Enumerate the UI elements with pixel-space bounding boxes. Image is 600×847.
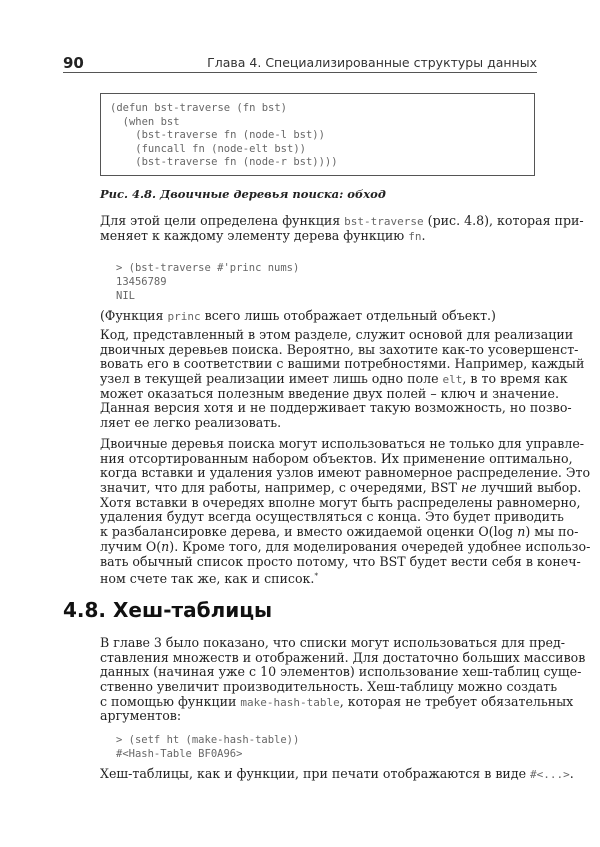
page-number: 90 xyxy=(63,54,84,72)
text: значит, что для работы, например, с очередями, BST xyxy=(100,480,461,496)
text: . xyxy=(569,766,574,781)
inline-code: make-hash-table xyxy=(240,695,340,709)
text-line xyxy=(100,356,585,372)
inline-code: bst-traverse xyxy=(344,215,424,228)
text-line xyxy=(100,450,573,467)
text-line xyxy=(100,664,582,680)
text-line xyxy=(100,538,591,555)
text-line xyxy=(100,385,559,402)
chapter-title: Глава 4. Специализированные структуры данных xyxy=(207,55,537,70)
repl-example xyxy=(116,733,299,761)
text: ) мы по- xyxy=(525,524,579,540)
text-line xyxy=(100,494,581,511)
text: лучший выбор. xyxy=(476,480,582,496)
text: всего лишь отображает отдельный объект.) xyxy=(200,308,496,323)
repl-line: #<Hash-Table BF0A96> xyxy=(116,748,243,760)
inline-code: elt xyxy=(442,373,463,387)
paragraph xyxy=(100,213,584,243)
inline-code: #<...> xyxy=(530,768,570,781)
text-line xyxy=(100,509,564,525)
code-line: (defun bst-traverse (fn bst) xyxy=(110,102,288,114)
text: ляет ее легко реализовать. xyxy=(100,415,282,431)
text-line xyxy=(100,480,582,496)
text: Хеш-таблицы, как и функции, при печати отображаются в виде xyxy=(100,766,531,781)
inline-code: princ xyxy=(167,310,201,323)
text-line xyxy=(100,649,586,666)
repl-line: > (bst-traverse #'princ nums) xyxy=(116,262,300,274)
repl-example xyxy=(116,261,299,303)
text: вовать его в соответствии с вашими потребностями. Например, каждый xyxy=(100,356,585,372)
text: Хотя вставки в очередях вполне могут быть распределены равномерно, xyxy=(100,494,581,510)
text: Данная версия хотя и не поддерживает такую возможность, но позво- xyxy=(100,400,572,416)
text: когда вставки и удаления узлов имеют равномерное распределение. Это xyxy=(100,465,591,481)
text-line xyxy=(100,371,568,387)
repl-line: 13456789 xyxy=(116,276,167,288)
text-line xyxy=(100,416,537,431)
code-figure xyxy=(100,93,535,176)
text: , которая не требует обязательных xyxy=(339,693,574,709)
figure-caption: Рис. 4.8. Двоичные деревья поиска: обход xyxy=(100,187,386,201)
text-line xyxy=(100,553,581,570)
text: аргументов: xyxy=(100,708,182,724)
emphasis: n xyxy=(161,538,170,554)
text: , в то время как xyxy=(462,371,568,387)
repl-line: NIL xyxy=(116,290,135,302)
text-line xyxy=(100,766,574,782)
text: ставления множеств и отображений. Для достаточно больших массивов xyxy=(100,649,586,665)
text: В главе 3 было показано, что списки могут использоваться для пред- xyxy=(100,635,566,650)
text: может оказаться полезным введение двух полей – ключ и значение. xyxy=(100,385,559,401)
text-line xyxy=(100,309,537,324)
text: Код, представленный в этом разделе, служит основой для реализации xyxy=(100,327,574,342)
inline-code: fn xyxy=(408,229,422,243)
footnote-marker: * xyxy=(314,572,318,581)
paragraph xyxy=(100,436,591,587)
text-line xyxy=(100,465,591,481)
text: меняет к каждому элементу дерева функцию xyxy=(100,227,409,243)
text-line xyxy=(100,327,574,343)
text-line xyxy=(100,400,572,416)
text-line xyxy=(100,341,579,358)
text-line xyxy=(100,679,558,695)
code-line: (bst-traverse fn (node-r bst)))) xyxy=(110,156,338,168)
text: вать обычный список просто потому, что BST будет вести себя в конеч- xyxy=(100,553,581,569)
text: (Функция xyxy=(100,308,168,323)
text-line xyxy=(100,213,584,229)
text: ния отсортированным набором объектов. Их применение оптимально, xyxy=(100,450,573,466)
text: ном счете так же, как и список. xyxy=(100,571,315,587)
text: с помощью функции xyxy=(100,693,241,709)
repl-line: > (setf ht (make-hash-table)) xyxy=(116,734,300,746)
code-line: (funcall fn (node-elt bst)) xyxy=(110,142,306,155)
text-line xyxy=(100,524,579,540)
text: (рис. 4.8), которая при- xyxy=(423,213,584,228)
paragraph xyxy=(100,766,574,782)
code-line: (when bst xyxy=(110,115,180,128)
text: удаления будут всегда осуществляться с конца. Это будет приводить xyxy=(100,509,564,525)
text-line xyxy=(100,436,585,452)
text: . xyxy=(421,227,426,243)
text-line xyxy=(100,229,537,244)
text: лучим O( xyxy=(100,538,162,554)
text: к разбалансировке дерева, и вместо ожидаемой оценки O(log xyxy=(100,524,518,540)
text: Для этой цели определена функция xyxy=(100,213,345,228)
text: двоичных деревьев поиска. Вероятно, вы захотите как-то усовершенст- xyxy=(100,341,579,357)
running-header xyxy=(63,54,537,73)
text: ственно увеличит производительность. Хеш-таблицу можно создать xyxy=(100,679,558,695)
text: данных (начиная уже с 10 элементов) использование хеш-таблиц суще- xyxy=(100,664,582,680)
text: Двоичные деревья поиска могут использоваться не только для управле- xyxy=(100,436,585,451)
emphasis: n xyxy=(517,524,526,540)
text-line xyxy=(100,693,574,710)
paragraph xyxy=(100,309,537,324)
paragraph xyxy=(100,635,586,724)
text-line xyxy=(100,709,537,724)
paragraph xyxy=(100,327,585,431)
text: узел в текущей реализации имеет лишь одно поле xyxy=(100,371,443,387)
text-line xyxy=(100,569,537,587)
text: ). Кроме того, для моделирования очередей удобнее использо- xyxy=(169,538,591,554)
code-line: (bst-traverse fn (node-l bst)) xyxy=(110,129,325,141)
text-line xyxy=(100,635,566,651)
emphasis: не xyxy=(460,480,477,496)
section-heading: 4.8. Хеш-таблицы xyxy=(63,598,273,622)
